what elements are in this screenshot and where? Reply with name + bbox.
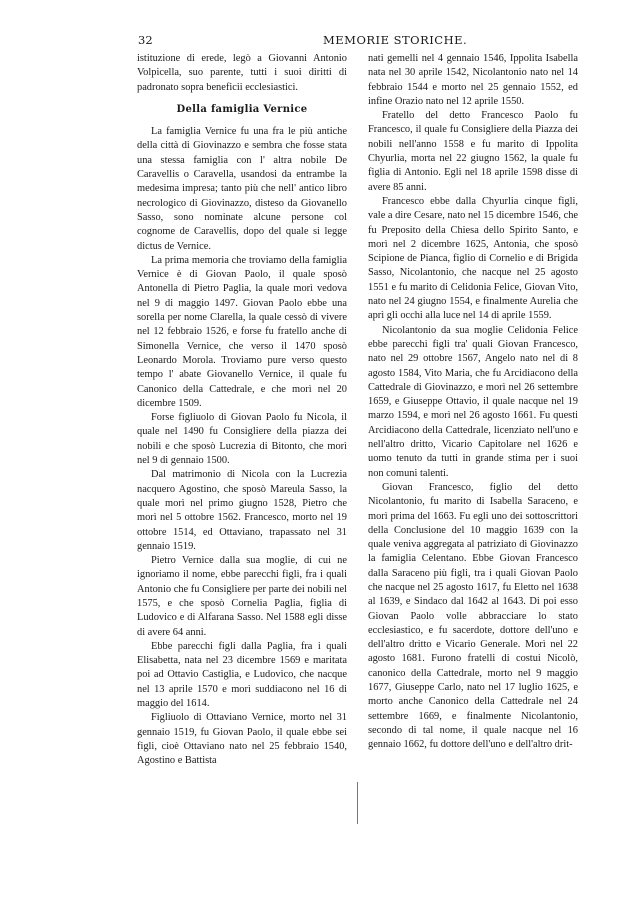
- page-header: [138, 33, 570, 47]
- column-rule: [357, 782, 358, 824]
- left-column: [137, 52, 347, 769]
- paragraph: Pietro Vernice dalla sua moglie, di cui ne ignoriamo il nome, ebbe parecchi figli, fra i quali Antonio che fu Consigliere per parte dei nobili nel 1575, e che sposò Cornelia Paglia, figlia di Ludovico e di Alfarana Sasso. Nel 1588 egli disse di avere 64 anni.: [137, 555, 347, 638]
- paragraph: nati gemelli nel 4 gennaio 1546, Ippolita Isabella nata nel 30 aprile 1542, Nicolantonio nato nel 14 febbraio 1544 e morto nel 25 gennaio 1552, ed infine Orazio nato nel 12 aprile 1550.: [368, 53, 578, 107]
- right-column: [368, 52, 578, 753]
- paragraph: Giovan Francesco, figlio del detto Nicolantonio, fu marito di Isabella Saraceno, e morì prima del 1663. Fu egli uno dei sottoscrittori della Conclusione del 10 maggio 1639 con la quale veniva aggregata al patriziato di Giovinazzo la famiglia Celentano. Ebbe Giovan Francesco dalla Saraceno più figli, tra i quali Giovan Paolo che nacque nel 25 agosto 1617, fu Eletto nel 1638 al 1639, e Sindaco dal 1642 al 1643. Di poi esso Giovan Paolo volle abbracciare lo stato ecclesiastico, e fu sacerdote, dottore dell'uno e dell'altro dritto e Vicario Generale. Morì nel 22 agosto 1681. Furono fratelli di costui Nicolò, canonico della Cattedrale, morto nel 9 maggio 1677, Giuseppe Carlo, nato nel 17 luglio 1625, e morto anche Canonico della Cattedrale nel 24 settembre 1669, e finalmente Nicolantonio, secondo di tal nome, il quale nacque nel 16 gennaio 1662, fu dottore dell'uno e dell'altro drit-: [368, 481, 578, 751]
- paragraph: Figliuolo di Ottaviano Vernice, morto nel 31 gennaio 1519, fu Giovan Paolo, il quale ebbe sei figli, cioè Ottaviano nato nel 25 febbraio 1540, Agostino e Battista: [137, 712, 347, 767]
- running-title: MEMORIE STORICHE.: [323, 33, 468, 47]
- paragraph: Francesco ebbe dalla Chyurlia cinque figli, vale a dire Cesare, nato nel 15 dicembre 1546, che fu Preposito della Chiesa dello Spirito Santo, e morì nel 2 dicembre 1625, Antonia, che sposò Scipione de Pianca, figlio di Cornelio e di Brigida Sasso, Nicolantonio, che nacque nel 25 agosto 1551 e fu marito di Celidonia Felice, Giovan Vito, nato nel 24 giugno 1554, e finalmente Aurelia che aprì gli occhi alla luce nel 14 di aprile 1559.: [368, 195, 578, 322]
- paragraph: istituzione di erede, legò a Giovanni Antonio Volpicella, suo parente, tutti i suoi diritti di padronato sopra beneficii ecclesiastici.: [137, 53, 347, 93]
- paragraph: Ebbe parecchi figli dalla Paglia, fra i quali Elisabetta, nata nel 23 dicembre 1569 e maritata poi ad Ottavio Castiglia, e Ludovico, che nacque nel 13 aprile 1570 e morì suddiacono nel 16 di maggio del 1614.: [137, 640, 347, 710]
- section-heading: Della famiglia Vernice: [176, 103, 308, 115]
- paragraph: Dal matrimonio di Nicola con la Lucrezia nacquero Agostino, che sposò Mareula Sasso, la quale morì nel primo giugno 1528, Pietro che morì nel 5 ottobre 1562. Francesco, morto nel 19 ottobre 1514, ed Ottaviano, trapassato nel 31 gennaio 1519.: [137, 469, 347, 552]
- page-number: 32: [138, 33, 153, 47]
- paragraph: Forse figliuolo di Giovan Paolo fu Nicola, il quale nel 1490 fu Consigliere della piazza dei nobili e che sposò Lucrezia di Bitonto, che morì nel 9 di gennaio 1500.: [137, 412, 347, 467]
- paragraph: Nicolantonio da sua moglie Celidonia Felice ebbe parecchi figli tra' quali Giovan Francesco, nato nel 29 ottobre 1567, Angelo nato nel di 8 agosto 1584, Vito Maria, che fu Arcidiacono della Cattedrale di Giovinazzo, e morì nel 26 settembre 1659, e Giuseppe Ottavio, il quale nacque nel 19 marzo 1594, e morì nel 26 agosto 1661. Fu questi Arcidiacono della Cattedrale, licenziato nell'uno e nell'altro dritto, Vicario Capitolare nel 1626 e uomo tenuto da tutti in grande stima per i suoi non comuni talenti.: [368, 324, 578, 479]
- paragraph: Fratello del detto Francesco Paolo fu Francesco, il quale fu Consigliere della Piazza dei nobili nell'anno 1558 e fu marito di Ippolita Chyurlia, morta nel 22 giugno 1562, la quale fu figlia di Antonio. Egli nel 18 aprile 1598 disse di avere 85 anni.: [368, 110, 578, 193]
- paragraph: La prima memoria che troviamo della famiglia Vernice è di Giovan Paolo, il quale sposò Antonella di Pietro Paglia, la quale morì vedova nel 9 di maggio 1497. Giovan Paolo ebbe una sorella per nome Clarella, la quale cessò di vivere nel 12 febbraio 1526, e forse fu fratello anche di Simonella Vernice, che verso il 1470 sposò Leonardo Morola. Troviamo pure verso questo tempo l' abate Giovanello Vernice, il quale fu Canonico della Cattedrale, e che morì nel 20 dicembre 1509.: [137, 254, 347, 409]
- paragraph: La famiglia Vernice fu una fra le più antiche della città di Giovinazzo e sembra che fosse stata una stessa famiglia con l' altra nobile De Caravellis o Caravella, usandosi da entrambe la medesima impresa; tanto più che nell' antico libro necrologico di Giovinazzo, disteso da Giovanello Sasso, sono nominate alcune persone col cognome de Caravellis, dopo del quale si legge dictus de Vernice.: [137, 126, 347, 252]
